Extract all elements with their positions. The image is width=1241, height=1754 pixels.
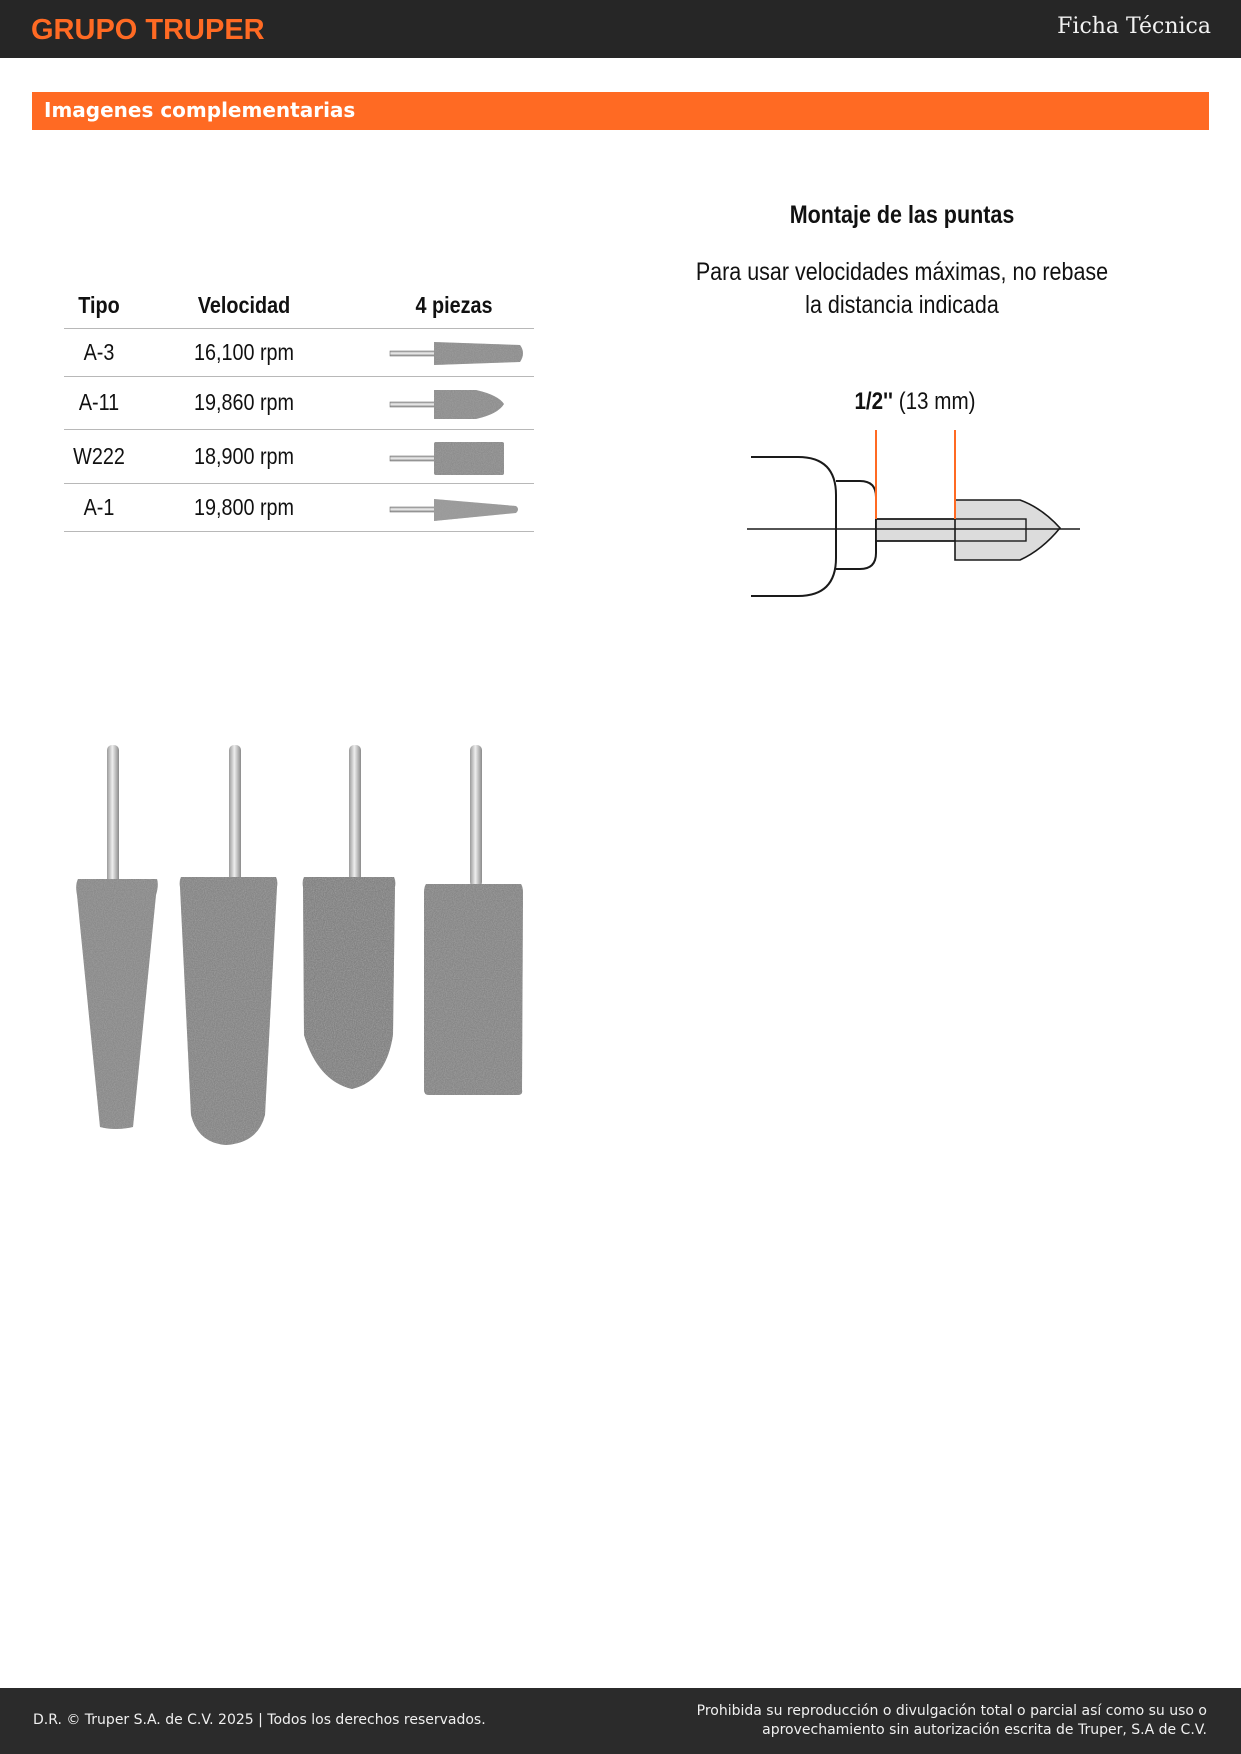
column-header-tipo: Tipo (78, 292, 120, 318)
table-row (64, 328, 534, 376)
cell-velocidad: 19,800 rpm (193, 494, 295, 520)
cell-tipo: A-11 (78, 389, 120, 415)
mounted-point-w222-icon (388, 438, 528, 478)
mount-title: Montaje de las puntas (789, 201, 1015, 229)
cell-velocidad: 16,100 rpm (193, 339, 295, 365)
column-header-velocidad: Velocidad (197, 292, 291, 318)
copyright-text: D.R. © Truper S.A. de C.V. 2025 | Todos los derechos reservados. (33, 1712, 486, 1728)
shaft-3 (349, 745, 361, 887)
section-header (32, 92, 1209, 130)
legal-notice: Prohibida su reproducción o divulgación total o parcial así como su uso o aprovechamiento sin autorización escrita de Truper, S.A de C.V. (696, 1703, 1207, 1738)
document-title: Ficha Técnica (1057, 14, 1211, 39)
mount-description: Para usar velocidades máximas, no rebase la distancia indicada (695, 258, 1109, 319)
page-header (0, 0, 1241, 58)
cell-velocidad: 19,860 rpm (193, 389, 295, 415)
dimension-metric: (13 mm) (898, 388, 976, 415)
mounted-point-a11-icon (388, 385, 528, 423)
shaft-4 (470, 745, 482, 887)
stone-cone (180, 877, 278, 1145)
table-row (64, 376, 534, 429)
column-header-piezas: 4 piezas (415, 292, 493, 318)
cell-tipo: A-1 (83, 494, 115, 520)
shaft-2 (229, 745, 241, 887)
page-footer (0, 1688, 1241, 1754)
product-photo (60, 735, 540, 1155)
cell-tipo: A-3 (83, 339, 115, 365)
stone-taper (76, 879, 158, 1129)
table-row (64, 483, 534, 531)
shaft-1 (107, 745, 119, 887)
cell-tipo: W222 (73, 443, 125, 469)
mounting-diagram (740, 420, 1090, 620)
table-bottom-rule (64, 531, 534, 532)
cell-velocidad: 18,900 rpm (193, 443, 295, 469)
mounted-point-a3-icon (388, 335, 528, 371)
dimension-fraction: 1/2'' (854, 388, 893, 415)
stone-bullet (303, 877, 396, 1089)
section-title: Imagenes complementarias (44, 98, 356, 122)
stone-cylinder (424, 884, 523, 1095)
mounted-point-a1-icon (388, 492, 528, 526)
table-row (64, 429, 534, 483)
dimension-label (846, 388, 984, 416)
brand-logo: GRUPO TRUPER (31, 14, 265, 46)
